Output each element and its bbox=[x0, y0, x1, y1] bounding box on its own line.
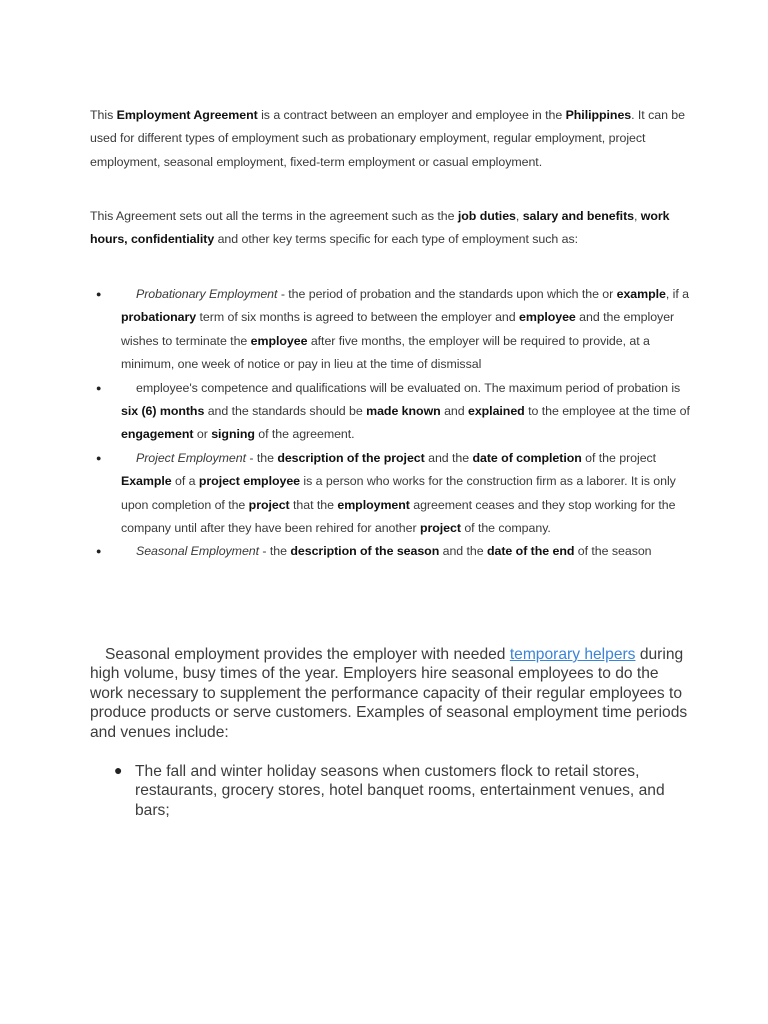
bold-term: description of the season bbox=[290, 544, 440, 559]
text-span: , if a bbox=[665, 287, 689, 301]
list-item bbox=[90, 283, 690, 377]
seasonal-paragraph: Seasonal employment provides the employer with needed temporary helpers during high volume, busy times of the year. Employers hire seasonal employees to do the work necessary to supplement the performance capacity of their regular employees to produce products or serve customers. Examples of seasonal employment time periods and venues include: bbox=[90, 646, 688, 741]
bold-term: date of completion bbox=[472, 450, 582, 465]
text-span: or bbox=[193, 427, 212, 442]
bold-term: job duties bbox=[457, 209, 516, 223]
list-item bbox=[90, 762, 690, 820]
list-item-text: The fall and winter holiday seasons when customers flock to retail stores, restaurants, grocery stores, hotel banquet rooms, entertainment venues, and bars; bbox=[135, 763, 665, 819]
text-span: of the season bbox=[574, 544, 652, 559]
bold-term: Example bbox=[121, 474, 172, 489]
text-span: and the standards should be bbox=[204, 404, 367, 419]
bold-term: engagement bbox=[121, 427, 194, 442]
text-span: of the company. bbox=[460, 521, 551, 536]
text-span: and the bbox=[439, 544, 487, 559]
text-span: agreement ceases and they stop working for the company until after they have been rehired for another bbox=[121, 497, 676, 536]
bold-term: Employment Agreement bbox=[116, 108, 258, 122]
text-span: that the bbox=[289, 497, 338, 512]
text-span: term of six months is agreed to between the employer and bbox=[196, 310, 520, 325]
bullet-icon: ● bbox=[96, 289, 102, 299]
bold-term: Philippines bbox=[565, 108, 632, 122]
bold-term: description of the project bbox=[277, 450, 425, 465]
text-span: and the bbox=[424, 450, 473, 465]
bold-term: example bbox=[616, 287, 666, 301]
seasonal-examples-list bbox=[90, 762, 690, 820]
bold-term: project employee bbox=[198, 474, 301, 489]
text-span: to the employee at the time of bbox=[524, 404, 690, 419]
bold-term: probationary bbox=[121, 310, 197, 325]
text-span: of the project bbox=[581, 450, 657, 465]
bullet-icon: ● bbox=[96, 382, 102, 393]
bold-term: employee bbox=[519, 310, 576, 325]
temporary-helpers-link[interactable]: temporary helpers bbox=[509, 646, 636, 663]
text-span: of the agreement. bbox=[254, 427, 355, 442]
text-span: - the bbox=[259, 544, 291, 559]
bold-term: employment bbox=[337, 497, 410, 512]
italic-heading: Seasonal Employment bbox=[136, 544, 260, 559]
bold-term: work hours, confidentiality bbox=[90, 209, 670, 247]
italic-heading: Probationary Employment bbox=[136, 287, 278, 301]
bullet-icon: ● bbox=[114, 762, 123, 778]
employment-types-list bbox=[90, 283, 690, 564]
bold-term: salary and benefits bbox=[522, 209, 634, 223]
text-span: - the period of probation and the standards upon which the or bbox=[277, 287, 617, 301]
bold-term: signing bbox=[211, 427, 255, 442]
bold-term: explained bbox=[467, 404, 525, 419]
list-item bbox=[90, 377, 690, 447]
intro-paragraph: This Employment Agreement is a contract between an employer and employee in the Philippines. It can be used for different types of employment such as probationary employment, regular employment, project employment, seasonal employment, fixed-term employment or casual employment. bbox=[90, 108, 685, 169]
list-item bbox=[90, 540, 690, 563]
text-span: and the employer wishes to terminate the bbox=[121, 310, 675, 348]
text-span: of a bbox=[171, 474, 199, 489]
text-span: after five months, the employer will be required to provide, at a minimum, one week of notice or pay in lieu at the time of dismissal bbox=[121, 333, 650, 372]
bold-term: employee bbox=[250, 333, 308, 348]
text-span: - the bbox=[245, 450, 278, 465]
text-span: and bbox=[440, 404, 468, 419]
bullet-icon: ● bbox=[96, 546, 102, 557]
italic-heading: Project Employment bbox=[136, 450, 246, 465]
bold-term: made known bbox=[366, 404, 441, 419]
text-span: is a person who works for the construction firm as a laborer. It is only upon completion of the bbox=[121, 474, 676, 512]
list-item bbox=[90, 447, 690, 541]
terms-paragraph: This Agreement sets out all the terms in the agreement such as the job duties, salary and benefits, work hours, confidentiality and other key terms specific for each type of employment such as: bbox=[90, 209, 670, 247]
bold-term: project bbox=[419, 521, 461, 536]
bold-term: project bbox=[248, 497, 290, 512]
text-span: employee's competence and qualifications will be evaluated on. The maximum period of probation is bbox=[136, 380, 681, 395]
bold-term: six (6) months bbox=[121, 404, 205, 419]
bold-term: date of the end bbox=[487, 544, 575, 559]
bullet-icon: ● bbox=[96, 452, 102, 463]
